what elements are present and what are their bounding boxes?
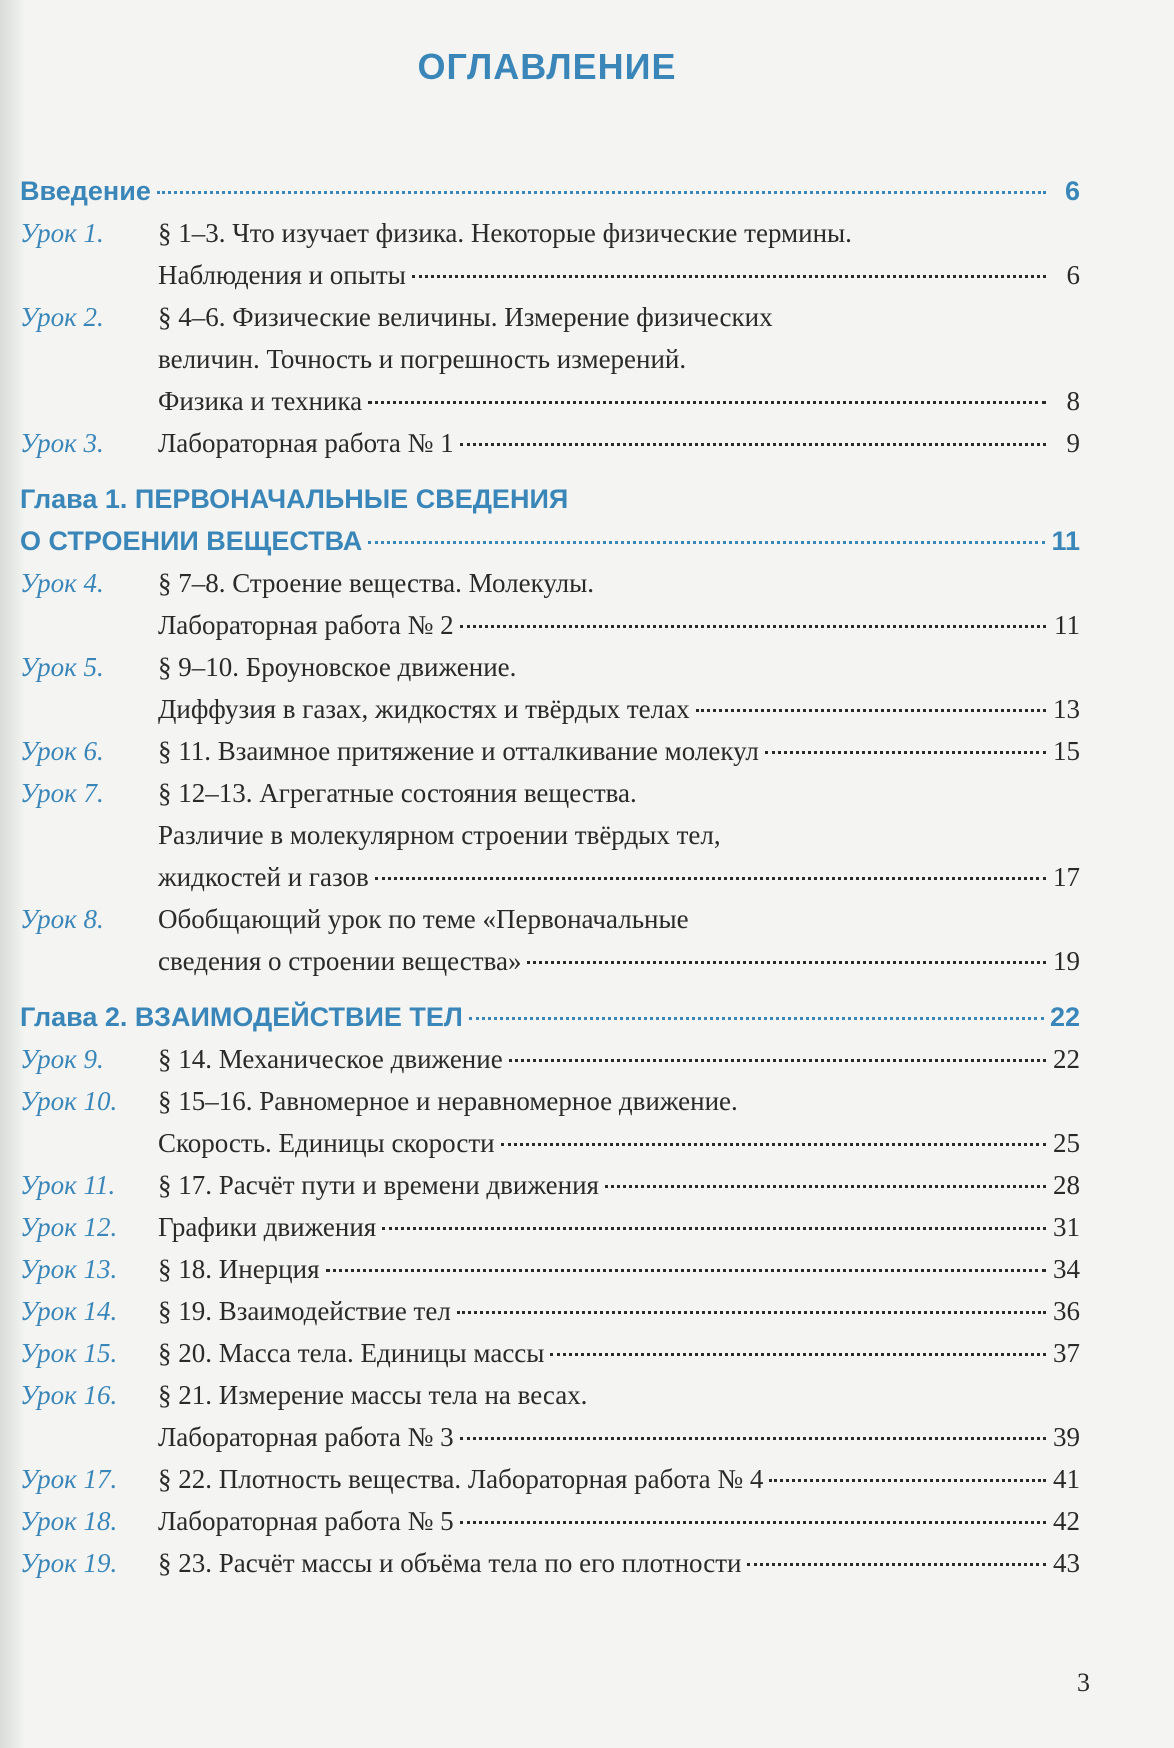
entry-text: § 18. Инерция — [158, 1254, 320, 1284]
lesson-label: Урок 9. — [20, 1044, 104, 1074]
dot-leader — [460, 625, 1046, 628]
dot-leader — [460, 1437, 1046, 1440]
entry-text: § 7–8. Строение вещества. Молекулы. — [158, 568, 595, 598]
entry-page: 42 — [1053, 1506, 1080, 1536]
page-title: ОГЛАВЛЕНИЕ — [417, 46, 677, 87]
entry-page: 39 — [1053, 1422, 1080, 1452]
dot-leader — [375, 877, 1046, 880]
entry-text: Лабораторная работа № 1 — [158, 428, 454, 458]
toc-entry-lesson-11[interactable] — [20, 1164, 1080, 1206]
dot-leader — [769, 1479, 1046, 1482]
toc-entry-chapter-2[interactable] — [20, 996, 1080, 1038]
entry-text: Обобщающий урок по теме «Первоначальные — [158, 904, 689, 934]
entry-text: § 15–16. Равномерное и неравномерное движение. — [158, 1086, 738, 1116]
toc-entry-lesson-18[interactable] — [20, 1500, 1080, 1542]
lesson-label: Урок 18. — [20, 1506, 118, 1536]
lesson-label: Урок 6. — [20, 736, 104, 766]
entry-page: 34 — [1053, 1254, 1080, 1284]
toc-entry-introduction[interactable] — [20, 170, 1080, 212]
lesson-label: Урок 10. — [20, 1086, 118, 1116]
lesson-label: Урок 4. — [20, 568, 104, 598]
toc-entry-lesson-2[interactable] — [20, 296, 1080, 422]
entry-text: Лабораторная работа № 2 — [158, 610, 454, 640]
chapter-title: О СТРОЕНИИ ВЕЩЕСТВА — [20, 526, 363, 556]
toc-entry-lesson-14[interactable] — [20, 1290, 1080, 1332]
entry-page: 13 — [1053, 694, 1080, 724]
entry-page: 8 — [1066, 386, 1080, 416]
toc-entry-lesson-10[interactable] — [20, 1080, 1080, 1164]
entry-page: 22 — [1053, 1044, 1080, 1074]
entry-page: 31 — [1053, 1212, 1080, 1242]
table-of-contents — [20, 170, 1080, 1584]
entry-text: § 17. Расчёт пути и времени движения — [158, 1170, 599, 1200]
toc-entry-lesson-6[interactable] — [20, 730, 1080, 772]
entry-text: § 20. Масса тела. Единицы массы — [158, 1338, 545, 1368]
entry-page: 19 — [1053, 946, 1080, 976]
entry-text: § 23. Расчёт массы и объёма тела по его плотности — [158, 1548, 742, 1578]
entry-page: 36 — [1053, 1296, 1080, 1326]
lesson-label: Урок 17. — [20, 1464, 118, 1494]
toc-entry-lesson-9[interactable] — [20, 1038, 1080, 1080]
lesson-label: Урок 1. — [20, 218, 104, 248]
dot-leader — [605, 1185, 1046, 1188]
dot-leader — [457, 1311, 1046, 1314]
dot-leader — [501, 1143, 1046, 1146]
dot-leader — [368, 541, 1045, 544]
entry-page: 43 — [1053, 1548, 1080, 1578]
lesson-label: Урок 7. — [20, 778, 104, 808]
entry-page: 22 — [1049, 1002, 1080, 1032]
lesson-label: Урок 2. — [20, 302, 104, 332]
entry-page: 11 — [1051, 526, 1080, 556]
dot-leader — [696, 709, 1046, 712]
entry-page: 6 — [1064, 176, 1080, 206]
entry-page: 9 — [1066, 428, 1080, 458]
entry-text: § 22. Плотность вещества. Лабораторная работа № 4 — [158, 1464, 764, 1494]
entry-page: 28 — [1053, 1170, 1080, 1200]
entry-text: § 11. Взаимное притяжение и отталкивание молекул — [158, 736, 759, 766]
entry-text: § 21. Измерение массы тела на весах. — [158, 1380, 588, 1410]
entry-text: § 19. Взаимодействие тел — [158, 1296, 451, 1326]
entry-page: 41 — [1053, 1464, 1080, 1494]
dot-leader — [509, 1059, 1046, 1062]
entry-page: 15 — [1053, 736, 1080, 766]
toc-entry-lesson-19[interactable] — [20, 1542, 1080, 1584]
lesson-label: Урок 8. — [20, 904, 104, 934]
dot-leader — [460, 1521, 1046, 1524]
entry-text: величин. Точность и погрешность измерений. — [158, 344, 687, 374]
dot-leader — [460, 443, 1046, 446]
dot-leader — [326, 1269, 1047, 1272]
entry-text: Скорость. Единицы скорости — [158, 1128, 495, 1158]
entry-text: Диффузия в газах, жидкостях и твёрдых телах — [158, 694, 690, 724]
entry-text: Наблюдения и опыты — [158, 260, 406, 290]
entry-text: жидкостей и газов — [158, 862, 369, 892]
lesson-label: Урок 3. — [20, 428, 104, 458]
toc-entry-lesson-5[interactable] — [20, 646, 1080, 730]
dot-leader — [527, 961, 1046, 964]
entry-text: § 1–3. Что изучает физика. Некоторые физические термины. — [158, 218, 852, 248]
dot-leader — [550, 1353, 1046, 1356]
toc-entry-lesson-7[interactable] — [20, 772, 1080, 898]
entry-text: сведения о строении вещества» — [158, 946, 522, 976]
entry-page: 37 — [1053, 1338, 1080, 1368]
entry-text: § 12–13. Агрегатные состояния вещества. — [158, 778, 637, 808]
toc-entry-lesson-13[interactable] — [20, 1248, 1080, 1290]
lesson-label: Урок 11. — [20, 1170, 116, 1200]
dot-leader — [469, 1017, 1044, 1020]
entry-page: 17 — [1053, 862, 1080, 892]
dot-leader — [157, 191, 1046, 194]
entry-text: Лабораторная работа № 5 — [158, 1506, 454, 1536]
toc-entry-lesson-4[interactable] — [20, 562, 1080, 646]
toc-entry-lesson-12[interactable] — [20, 1206, 1080, 1248]
entry-text: § 9–10. Броуновское движение. — [158, 652, 517, 682]
dot-leader — [765, 751, 1046, 754]
lesson-label: Урок 13. — [20, 1254, 118, 1284]
lesson-label: Урок 15. — [20, 1338, 118, 1368]
entry-text: § 4–6. Физические величины. Измерение физических — [158, 302, 773, 332]
lesson-label: Урок 14. — [20, 1296, 118, 1326]
toc-entry-lesson-16[interactable] — [20, 1374, 1080, 1458]
dot-leader — [382, 1227, 1046, 1230]
chapter-title: Глава 1. ПЕРВОНАЧАЛЬНЫЕ СВЕДЕНИЯ — [20, 484, 569, 514]
chapter-title: Глава 2. ВЗАИМОДЕЙСТВИЕ ТЕЛ — [20, 1002, 463, 1032]
entry-page: 25 — [1053, 1128, 1080, 1158]
toc-entry-lesson-8[interactable] — [20, 898, 1080, 982]
lesson-label: Урок 12. — [20, 1212, 118, 1242]
entry-page: 6 — [1066, 260, 1080, 290]
toc-entry-lesson-3[interactable] — [20, 422, 1080, 464]
lesson-label: Урок 19. — [20, 1548, 118, 1578]
dot-leader — [368, 401, 1046, 404]
lesson-label: Урок 5. — [20, 652, 104, 682]
entry-text: Лабораторная работа № 3 — [158, 1422, 454, 1452]
toc-entry-lesson-15[interactable] — [20, 1332, 1080, 1374]
dot-leader — [412, 275, 1046, 278]
page-number: 3 — [1077, 1668, 1090, 1697]
toc-entry-lesson-17[interactable] — [20, 1458, 1080, 1500]
entry-text: Графики движения — [158, 1212, 377, 1242]
toc-entry-lesson-1[interactable] — [20, 212, 1080, 296]
entry-page: 11 — [1054, 610, 1080, 640]
dot-leader — [747, 1563, 1046, 1566]
entry-text: § 14. Механическое движение — [158, 1044, 503, 1074]
entry-text: Введение — [20, 176, 151, 206]
entry-text: Физика и техника — [158, 386, 363, 416]
entry-text: Различие в молекулярном строении твёрдых тел, — [158, 820, 721, 850]
toc-entry-chapter-1[interactable] — [20, 478, 1080, 562]
lesson-label: Урок 16. — [20, 1380, 118, 1410]
